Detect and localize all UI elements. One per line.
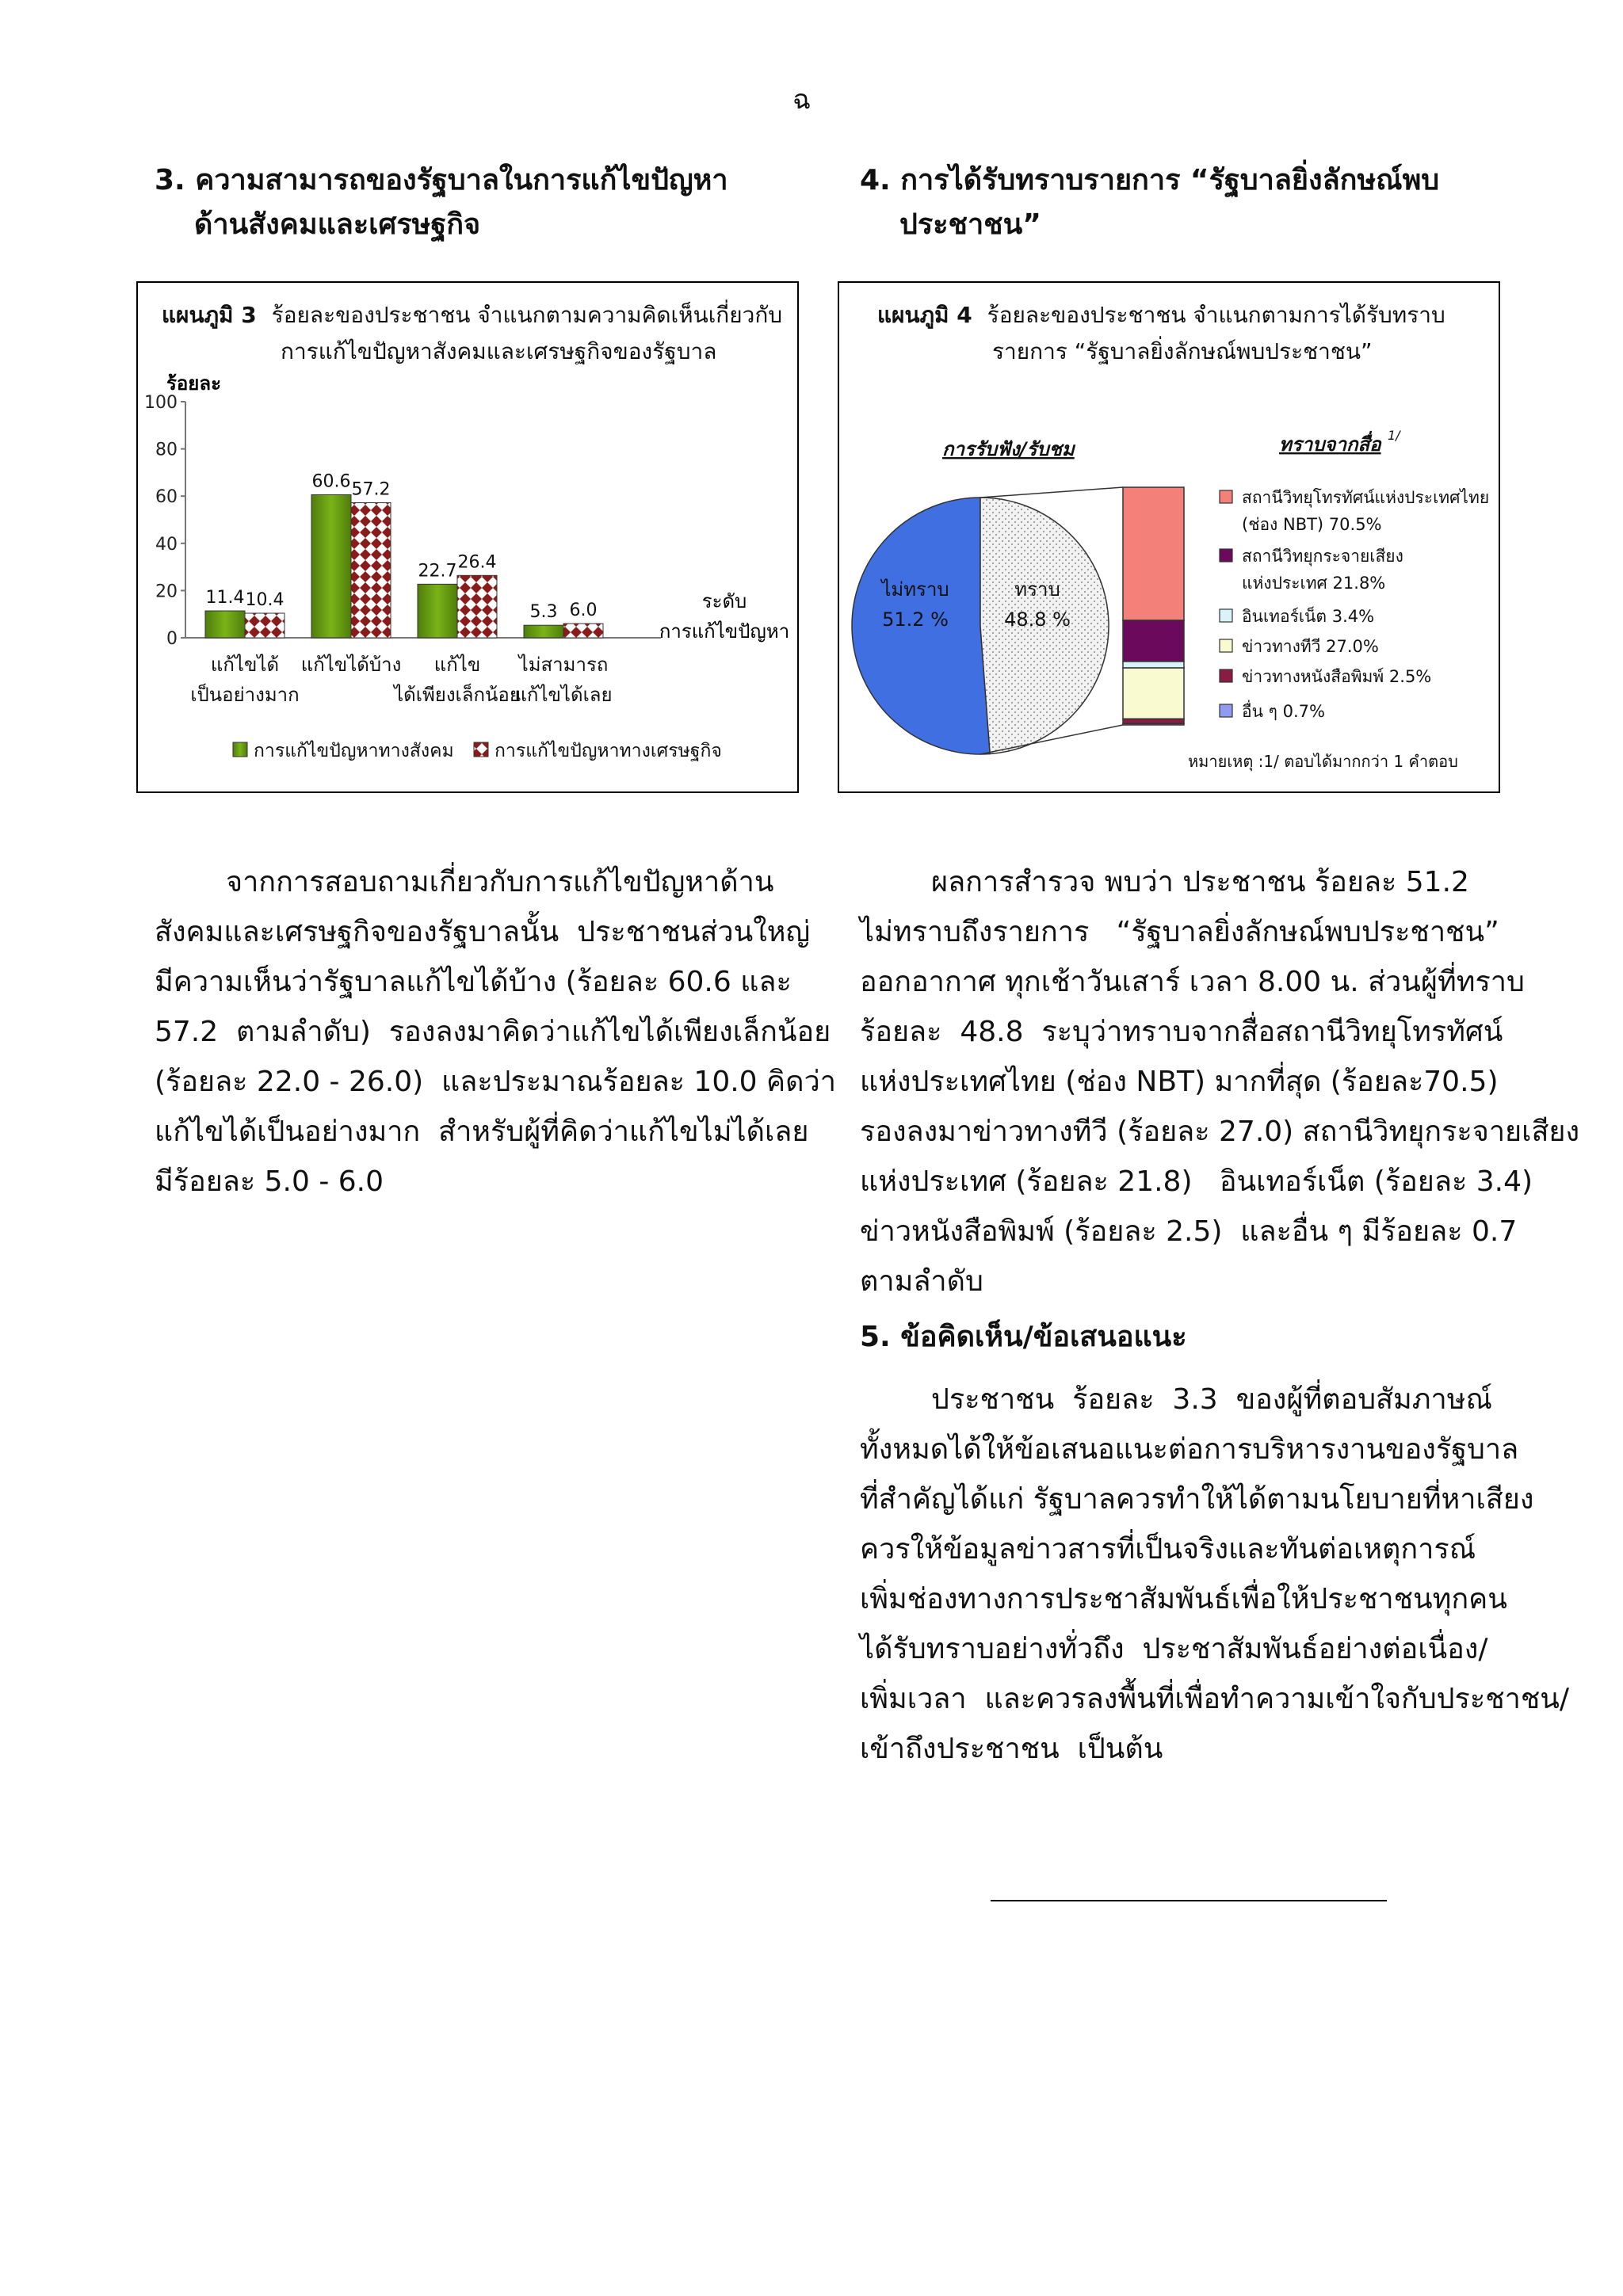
chart-3-bar-social bbox=[311, 494, 351, 638]
paragraph-right-line: แห่งประเทศ (ร้อยละ 21.8) อินเทอร์เน็ต (ร้อยละ 3.4) bbox=[860, 1165, 1533, 1198]
chart-4-legend bbox=[1220, 488, 1489, 721]
section-5-heading: 5. ข้อคิดเห็น/ข้อเสนอแนะ bbox=[860, 1321, 1187, 1353]
paragraph-left bbox=[155, 857, 836, 1207]
chart-4-pie-label-known: ทราบ bbox=[1014, 578, 1060, 601]
chart-4-legend-swatch bbox=[1220, 490, 1232, 503]
chart-3-bar-social bbox=[418, 584, 457, 638]
chart-4-box bbox=[838, 281, 1500, 793]
chart-3-labels bbox=[190, 471, 612, 706]
paragraph-left-line: 57.2 ตามลำดับ) รองลงมาคิดว่าแก้ไขได้เพียงเล็กน้อย bbox=[155, 1016, 831, 1048]
chart-4-legend-label: สถานีวิทยุกระจายเสียง bbox=[1242, 547, 1403, 566]
section-5-paragraph-line: ควรให้ข้อมูลข่าวสารที่เป็นจริงและทันต่อเหตุการณ์ bbox=[860, 1533, 1476, 1566]
chart-3-bar-economic bbox=[563, 624, 603, 638]
chart-4-pie-title: การรับฟัง/รับชม bbox=[942, 438, 1075, 460]
chart-3-legend-swatch-social bbox=[233, 742, 247, 757]
chart-4-title-line1: ร้อยละของประชาชน จำแนกตามการได้รับทราบ bbox=[987, 302, 1445, 328]
chart-3-legend bbox=[233, 740, 722, 761]
chart-4-legend-label: สถานีวิทยุโทรทัศน์แห่งประเทศไทย bbox=[1242, 488, 1490, 507]
chart-3-title-prefix: แผนภูมิ 3 bbox=[162, 302, 257, 328]
paragraph-right-line: ข่าวหนังสือพิมพ์ (ร้อยละ 2.5) และอื่น ๆ มีร้อยละ 0.7 bbox=[860, 1215, 1518, 1248]
chart-3-legend-label-social: การแก้ไขปัญหาทางสังคม bbox=[254, 741, 454, 761]
chart-3-category-label: ไม่สามารถ bbox=[518, 654, 609, 676]
chart-3-data-label: 10.4 bbox=[245, 590, 285, 611]
chart-4-pie-value-known: 48.8 % bbox=[1004, 608, 1071, 631]
chart-3-bar-economic bbox=[457, 575, 497, 638]
chart-3-data-label: 60.6 bbox=[311, 471, 351, 492]
paragraph-right-line: ออกอากาศ ทุกเช้าวันเสาร์ เวลา 8.00 น. ส่วนผู้ที่ทราบ bbox=[860, 966, 1525, 998]
section-3-heading-line2: ด้านสังคมและเศรษฐกิจ bbox=[194, 208, 481, 241]
chart-4-legend-swatch bbox=[1220, 549, 1232, 562]
paragraph-left-line: สังคมและเศรษฐกิจของรัฐบาลนั้น ประชาชนส่วนใหญ่ bbox=[155, 916, 811, 948]
chart-4-svg bbox=[839, 283, 1499, 791]
chart-3-bar-economic bbox=[245, 613, 285, 638]
chart-4-legend-swatch bbox=[1220, 609, 1232, 622]
chart-4-legend-swatch bbox=[1220, 639, 1232, 652]
chart-4-legend-label: อื่น ๆ 0.7% bbox=[1242, 702, 1325, 721]
section-5-paragraph-line: เพิ่มเวลา และควรลงพื้นที่เพื่อทำความเข้าใจกับประชาชน/ bbox=[860, 1683, 1570, 1715]
chart-3-data-label: 11.4 bbox=[205, 588, 245, 608]
chart-3-bar-economic bbox=[351, 503, 391, 638]
paragraph-left-line: (ร้อยละ 22.0 - 26.0) และประมาณร้อยละ 10.0 คิดว่า bbox=[155, 1066, 836, 1098]
chart-3-data-label: 57.2 bbox=[351, 479, 391, 500]
chart-3-category-label: แก้ไขได้บ้าง bbox=[300, 654, 402, 676]
chart-4-legend-label: ข่าวทางทีวี 27.0% bbox=[1242, 637, 1379, 656]
chart-4-legend-label-line2: (ช่อง NBT) 70.5% bbox=[1242, 515, 1382, 534]
chart-3-svg bbox=[138, 283, 797, 791]
chart-3-title-line2: การแก้ไขปัญหาสังคมและเศรษฐกิจของรัฐบาล bbox=[281, 338, 717, 364]
page-number: ฉ bbox=[792, 84, 812, 116]
section-5-paragraph bbox=[860, 1375, 1570, 1774]
section-5-paragraph-line: เข้าถึงประชาชน เป็นต้น bbox=[860, 1733, 1163, 1765]
paragraph-left-line: มีร้อยละ 5.0 - 6.0 bbox=[155, 1165, 384, 1198]
chart-3-xaxis-title-line2: การแก้ไขปัญหา bbox=[659, 620, 790, 643]
chart-4-legend-label-line2: แห่งประเทศ 21.8% bbox=[1242, 574, 1386, 593]
chart-4-note: หมายเหตุ :1/ ตอบได้มากกว่า 1 คำตอบ bbox=[1188, 752, 1458, 771]
chart-4-legend-swatch bbox=[1220, 669, 1232, 682]
chart-3-y-tick-label: 60 bbox=[155, 487, 178, 508]
chart-3-title-line1: ร้อยละของประชาชน จำแนกตามความคิดเห็นเกี่ยวกับ bbox=[271, 302, 783, 328]
chart-4-stack-segment bbox=[1123, 620, 1184, 662]
section-5-paragraph-line: ได้รับทราบอย่างทั่วถึง ประชาสัมพันธ์อย่างต่อเนื่อง/ bbox=[860, 1633, 1488, 1665]
chart-3-y-tick-label: 0 bbox=[166, 629, 178, 649]
chart-4-legend-label: อินเทอร์เน็ต 3.4% bbox=[1242, 607, 1375, 626]
chart-3-legend-label-economic: การแก้ไขปัญหาทางเศรษฐกิจ bbox=[495, 741, 722, 761]
chart-4-stack-segment bbox=[1123, 668, 1184, 719]
chart-4-legend-swatch bbox=[1220, 704, 1232, 717]
paragraph-right-line: ร้อยละ 48.8 ระบุว่าทราบจากสื่อสถานีวิทยุโทรทัศน์ bbox=[860, 1016, 1503, 1048]
paragraph-left-line: มีความเห็นว่ารัฐบาลแก้ไขได้บ้าง (ร้อยละ 60.6 และ bbox=[155, 966, 792, 998]
chart-4-connector-top bbox=[980, 487, 1123, 498]
chart-3-data-label: 6.0 bbox=[569, 601, 598, 621]
chart-3-y-tick-label: 80 bbox=[155, 440, 178, 460]
chart-3-legend-swatch-economic bbox=[474, 742, 488, 757]
chart-4-stack-segment bbox=[1123, 719, 1184, 723]
chart-4-stack-segment bbox=[1123, 487, 1184, 620]
chart-4-stack-segment bbox=[1123, 723, 1184, 725]
chart-3-category-label: เป็นอย่างมาก bbox=[190, 684, 300, 706]
chart-3-y-tick-label: 20 bbox=[155, 582, 178, 602]
section-3-heading bbox=[155, 158, 773, 247]
chart-3-y-tick-label: 40 bbox=[155, 534, 178, 555]
chart-4-title-line2: รายการ “รัฐบาลยิ่งลักษณ์พบประชาชน” bbox=[992, 338, 1373, 364]
section-5-paragraph-line: ที่สำคัญได้แก่ รัฐบาลควรทำให้ได้ตามนโยบายที่หาเสียง bbox=[860, 1483, 1534, 1516]
paragraph-left-line: จากการสอบถามเกี่ยวกับการแก้ไขปัญหาด้าน bbox=[226, 866, 774, 898]
chart-4-pie bbox=[852, 487, 1123, 754]
chart-3-y-tick-label: 100 bbox=[144, 393, 178, 413]
chart-3-bar-social bbox=[524, 625, 563, 638]
chart-4-legend-title-text: ทราบจากสื่อ bbox=[1279, 433, 1381, 456]
chart-3-category-label: แก้ไขได้ bbox=[210, 654, 280, 676]
chart-4-pie-label-unknown: ไม่ทราบ bbox=[881, 578, 949, 601]
chart-3-data-label: 22.7 bbox=[418, 561, 457, 582]
footnote-divider bbox=[991, 1900, 1387, 1901]
chart-3-category-label: ได้เพียงเล็กน้อย bbox=[394, 684, 521, 706]
chart-3-category-label: แก้ไขได้เลย bbox=[514, 684, 613, 706]
section-5-paragraph-line: ทั้งหมดได้ให้ข้อเสนอแนะต่อการบริหารงานของรัฐบาล bbox=[860, 1433, 1519, 1466]
chart-4-title-prefix: แผนภูมิ 4 bbox=[877, 302, 972, 328]
paragraph-right-line: แห่งประเทศไทย (ช่อง NBT) มากที่สุด (ร้อยละ70.5) bbox=[860, 1066, 1499, 1098]
section-3-heading-line1: 3. ความสามารถของรัฐบาลในการแก้ไขปัญหา bbox=[155, 164, 728, 196]
section-5-paragraph-line: เพิ่มช่องทางการประชาสัมพันธ์เพื่อให้ประชาชนทุกคน bbox=[860, 1583, 1507, 1615]
paragraph-right-line: รองลงมาข่าวทางทีวี (ร้อยละ 27.0) สถานีวิทยุกระจายเสียง bbox=[860, 1116, 1580, 1148]
chart-4-stack-segment bbox=[1123, 662, 1184, 668]
chart-3-bar-social bbox=[205, 611, 245, 638]
paragraph-right bbox=[860, 857, 1580, 1306]
chart-3-data-label: 5.3 bbox=[529, 602, 558, 623]
chart-3-xaxis-title-line1: ระดับ bbox=[701, 590, 747, 612]
chart-4-legend-title-sup: 1/ bbox=[1388, 428, 1400, 443]
chart-3-ylabel: ร้อยละ bbox=[166, 372, 221, 395]
chart-4-pie-value-unknown: 51.2 % bbox=[882, 608, 949, 631]
paragraph-right-line: ตามลำดับ bbox=[860, 1265, 983, 1298]
chart-4-legend-title bbox=[1279, 428, 1401, 456]
section-5-paragraph-line: ประชาชน ร้อยละ 3.3 ของผู้ที่ตอบสัมภาษณ์ bbox=[931, 1383, 1492, 1416]
chart-3-box bbox=[136, 281, 799, 793]
chart-3-data-label: 26.4 bbox=[457, 552, 497, 573]
chart-3-category-label: แก้ไข bbox=[433, 654, 481, 676]
section-4-heading bbox=[860, 158, 1478, 247]
paragraph-right-line: ผลการสำรวจ พบว่า ประชาชน ร้อยละ 51.2 bbox=[931, 866, 1469, 898]
paragraph-left-line: แก้ไขได้เป็นอย่างมาก สำหรับผู้ที่คิดว่าแก้ไขไม่ได้เลย bbox=[155, 1116, 809, 1148]
chart-4-stack-bar bbox=[1123, 487, 1184, 725]
paragraph-right-line: ไม่ทราบถึงรายการ “รัฐบาลยิ่งลักษณ์พบประชาชน” bbox=[860, 916, 1499, 948]
chart-4-legend-label: ข่าวทางหนังสือพิมพ์ 2.5% bbox=[1242, 667, 1432, 686]
section-4-heading-line2: ประชาชน” bbox=[899, 208, 1041, 241]
section-4-heading-line1: 4. การได้รับทราบรายการ “รัฐบาลยิ่งลักษณ์พบ bbox=[860, 164, 1440, 196]
